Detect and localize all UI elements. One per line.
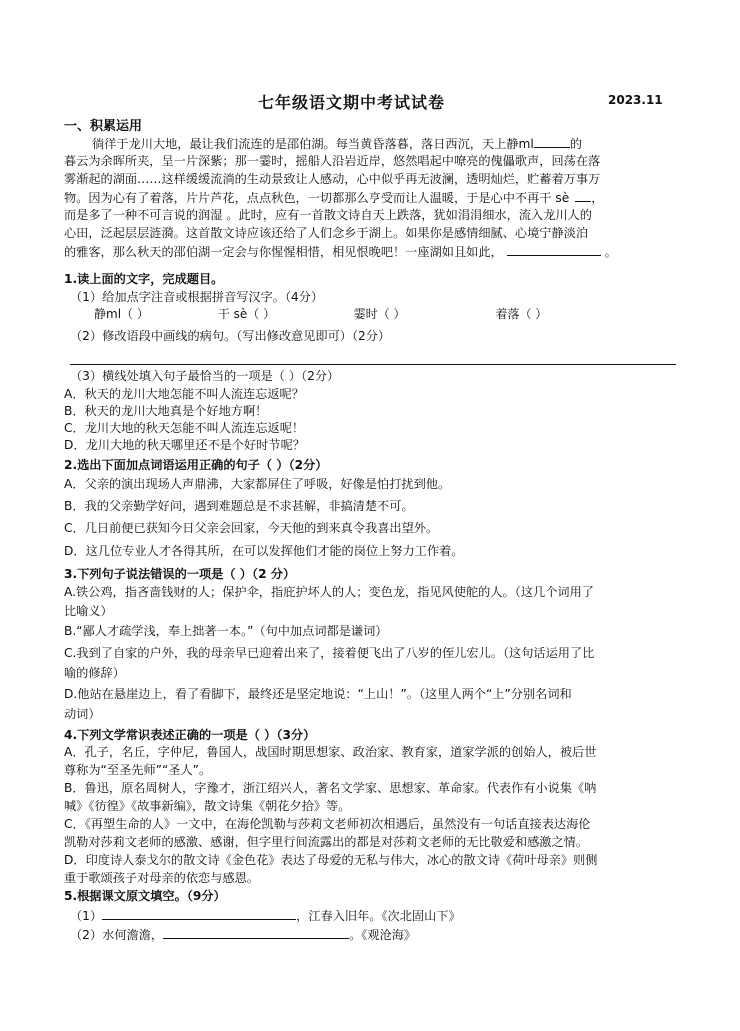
q4-option: A．孔子，名丘，字仲尼，鲁国人，战国时期思想家、政治家、教育家，道家学派的创始人，被后世	[64, 745, 597, 759]
answer-blank[interactable]	[575, 189, 591, 202]
q1-option: A．秋天的龙川大地怎能不叫人流连忘返呢？	[64, 387, 304, 401]
q5-prefix: （2）水何澹澹，	[70, 928, 164, 942]
passage-line-2: 暮云为余晖所夹，呈一片深紫；那一霎时，摇船人沿岩近岸，悠然唱起中嘹亮的傀儡歌声，回荡在落	[64, 154, 601, 168]
q3-title: 3.下列句子说法错误的一项是（ ）（2 分）	[64, 567, 296, 581]
q5-prefix: （1）	[70, 909, 103, 923]
answer-blank[interactable]	[534, 135, 570, 148]
q1-option: B．秋天的龙川大地真是个好地方啊！	[64, 404, 268, 418]
passage-text: 的雅客，那么秋天的邵伯湖一定会与你惺惺相惜，相见恨晚吧！一座湖如且如此，	[64, 245, 503, 259]
q4-option: 凯勒对莎莉文老师的感激、感谢，但字里行间流露出的都是对莎莉文老师的无比敬爱和感激之情。	[64, 835, 589, 849]
q2-title: 2.选出下面加点词语运用正确的句子（ ）（2分）	[64, 458, 328, 472]
q3-option: 喻的修辞）	[64, 666, 125, 680]
q4-option: C．《再塑生命的人》一文中，在海伦凯勒与莎莉文老师初次相遇后，虽然没有一句话直接表达海伦	[64, 817, 591, 831]
answer-line[interactable]	[70, 364, 676, 365]
q2-option: D．这几位专业人才各得其所，在可以发挥他们才能的岗位上努力工作着。	[64, 544, 464, 558]
q5-title: 5.根据课文原文填空。（9分）	[64, 889, 226, 903]
passage-line-6: 心田，泛起层层涟漪。这首散文诗应该还给了人们念乡于湖上。如果你是感情细腻、心境宁静淡泊	[64, 226, 589, 240]
answer-blank[interactable]	[507, 243, 601, 256]
title-row	[0, 90, 740, 114]
q3-option: B.“鄙人才疏学浅，奉上拙著一本。”（句中加点词都是谦词）	[64, 624, 388, 638]
passage-line-1	[92, 135, 677, 153]
passage-line-7: 的雅客，那么秋天的邵伯湖一定会与你惺惺相惜，相见恨晚吧！一座湖如且如此， 。	[64, 245, 617, 259]
q3-option: C.我到了自家的户外，我的母亲早已迎着出来了，接着便飞出了八岁的侄儿宏儿。（这句话运用了比	[64, 646, 595, 660]
q4-title: 4.下列文学常识表述正确的一项是（ ）（3分）	[64, 728, 316, 742]
q1-sub3: （3）横线处填入句子最恰当的一项是（ ）（2分）	[70, 369, 340, 383]
q1-option: D．龙川大地的秋天哪里还不是个好时节呢？	[64, 438, 305, 452]
q1-option: C．龙川大地的秋天怎能不叫人流连忘返呢！	[64, 421, 305, 435]
q3-option: D.他站在悬崖边上，看了看脚下，最终还是坚定地说：“上山！”。（这里人两个“上”分别名词和	[64, 687, 572, 701]
pinyin-item[interactable]: 静ml（ ）	[94, 307, 149, 321]
passage-line-3: 雾渐起的湖面……这样缓缓流淌的生动景致让人感动，心中似乎再无波澜，透明灿烂，贮蓄着万事万	[64, 172, 601, 186]
q2-option: B．我的父亲勤学好问，遇到难题总是不求甚解，非搞清楚不可。	[64, 499, 414, 513]
q1-sub1: （1）给加点字注音或根据拼音写汉字。（4分）	[70, 290, 324, 304]
q4-option: B．鲁迅，原名周树人，字豫才，浙江绍兴人，著名文学家、思想家、革命家。代表作有小说集《呐	[64, 781, 597, 795]
pinyin-item[interactable]: 干 sè（ ）	[217, 307, 276, 321]
q4-option: 喊》《彷徨》《故事新编》，散文诗集《朝花夕拾》等。	[64, 799, 351, 813]
passage-line-5: 而是多了一种不可言说的润湿 。此时，应有一首散文诗自天上跌落，犹如涓涓细水，流入龙川人的	[64, 208, 592, 222]
fill-blank[interactable]	[163, 926, 349, 939]
q4-option: D．印度诗人泰戈尔的散文诗《金色花》表达了母爱的无私与伟大，冰心的散文诗《荷叶母亲》则侧	[64, 853, 598, 867]
section-heading: 一、积累运用	[64, 119, 143, 134]
q5-suffix: 。《观沧海》	[349, 928, 417, 942]
passage-text: 物。因为心有了着落，片片芦花，点点秋色，一切都那么亨受而让人温暖，于是心中不再干 sè	[64, 191, 570, 205]
exam-title: 七年级语文期中考试试卷	[258, 93, 446, 112]
q2-option: A．父亲的演出现场人声鼎沸，大家都屏住了呼吸，好像是怕打扰到他。	[64, 477, 451, 491]
passage-line-4: 物。因为心有了着落，片片芦花，点点秋色，一切都那么亨受而让人温暖，于是心中不再干 sè ，	[64, 191, 604, 205]
passage-text: 徜徉于龙川大地，最让我们流连的是邵伯湖。每当黄昏落暮，落日西沉，天上静ml	[92, 137, 534, 151]
q5-line-2	[70, 926, 685, 944]
q5-suffix: ，江春入旧年。《次北固山下》	[296, 909, 461, 923]
q4-option: 重于歌颂孩子对母亲的依恋与感恩。	[64, 871, 259, 885]
q1-title: 1.读上面的文字，完成题目。	[64, 272, 224, 286]
q3-option: 动词）	[64, 707, 101, 721]
q1-sub2: （2）修改语段中画线的病句。（写出修改意见即可）（2分）	[70, 329, 391, 343]
q3-option: A.铁公鸡，指吝啬钱财的人；保护伞，指庇护坏人的人；变色龙，指见风使舵的人。（这几个词用了	[64, 585, 594, 599]
q3-option: 比喻义）	[64, 604, 113, 618]
fill-blank[interactable]	[102, 907, 296, 920]
pinyin-item[interactable]: 着落（ ）	[495, 307, 548, 321]
passage-text: 的	[569, 137, 583, 151]
q4-option: 尊称为“至圣先师”“圣人”。	[64, 763, 212, 777]
q2-option: C．几日前便已获知今日父亲会回家，今天他的到来真令我喜出望外。	[64, 521, 439, 535]
exam-date: 2023.11	[608, 93, 663, 107]
pinyin-item[interactable]: 霎时（ ）	[353, 307, 406, 321]
pinyin-items	[94, 306, 654, 323]
q5-line-1	[70, 907, 685, 925]
